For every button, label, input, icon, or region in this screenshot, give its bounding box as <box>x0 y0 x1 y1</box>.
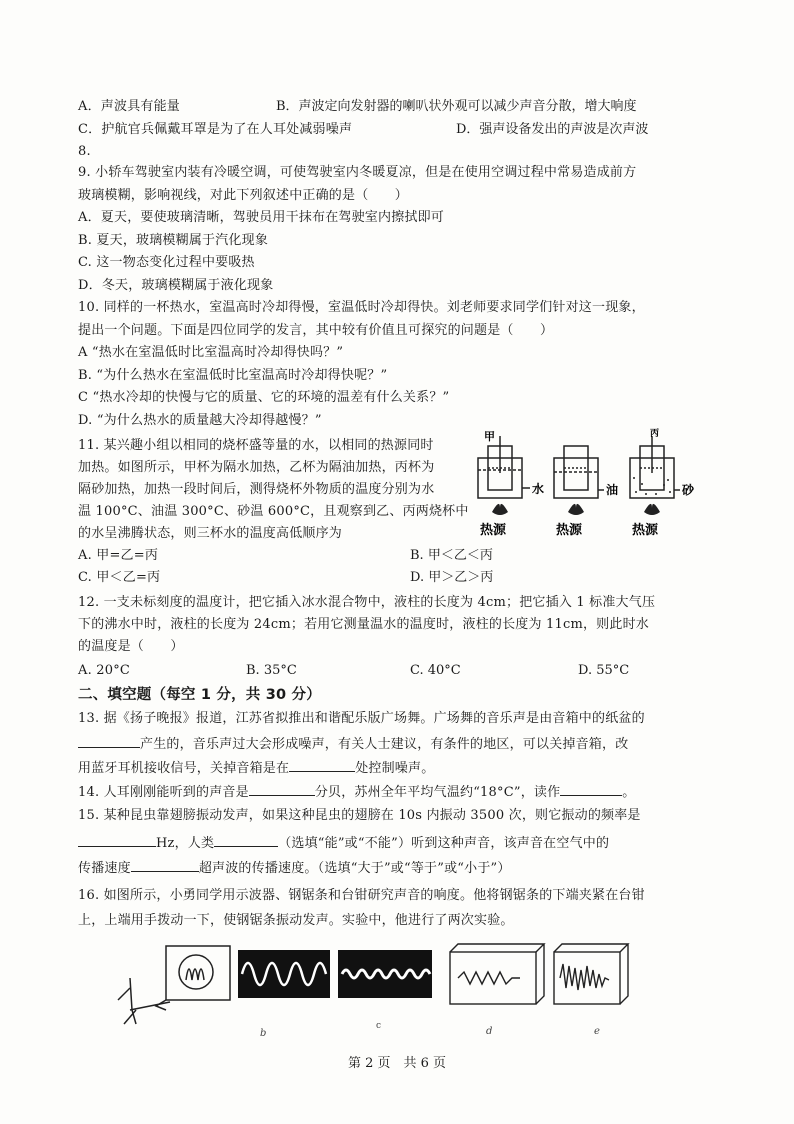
q12-option-b: B. 35°C <box>246 663 297 678</box>
oscilloscope-figure <box>110 938 630 1038</box>
q10-text-2: 提出一个问题。下面是四位同学的发言，其中较有价值且可探究的问题是（ ） <box>78 323 554 338</box>
q13-text-2 <box>78 733 628 755</box>
q14-text-a: 14. 人耳刚刚能听到的声音是 <box>78 785 249 800</box>
q11-text-4: 温 100°C、油温 300°C、砂温 600°C，且观察到乙、丙两烧杯中 <box>78 504 469 519</box>
fig-label-c: c <box>376 1021 382 1031</box>
q11-option-c: C. 甲＜乙=丙 <box>78 570 161 585</box>
answer-blank[interactable] <box>214 832 278 847</box>
q10-option-d: D. “为什么热水的质量越大冷却得越慢？” <box>78 413 322 428</box>
q9-option-b: B. 夏天，玻璃模糊属于汽化现象 <box>78 233 269 248</box>
q12-text-3: 的温度是（ ） <box>78 639 184 654</box>
q9-text-2: 玻璃模糊，影响视线，对此下列叙述中正确的是（ ） <box>78 188 409 203</box>
waveform-d <box>450 944 544 1004</box>
heat-source-2: 热源 <box>556 523 583 538</box>
q15-text-3-a: 传播速度 <box>78 861 131 876</box>
fig-label-e: e <box>594 1026 600 1037</box>
option-c: C．护航官兵佩戴耳罩是为了在人耳处减弱噪声 <box>78 122 353 137</box>
q13-text-3 <box>78 757 434 779</box>
fig-label-b: b <box>260 1028 267 1038</box>
q12-option-d: D. 55°C <box>578 663 630 678</box>
label-bing: 丙 <box>650 429 660 439</box>
q16-text: 16. 如图所示，小勇同学用示波器、钢锯条和台钳研究声音的响度。他将钢锯条的下端夹紧在台钳 <box>78 888 645 903</box>
q12-option-a: A. 20°C <box>78 663 131 678</box>
q14-text-c: 。 <box>622 785 636 800</box>
option-a: A．声波具有能量 <box>78 99 180 114</box>
q12-text-2: 下的沸水中时，液柱的长度为 24cm；若用它测量温水的温度时，液柱的长度为 11cm，则此时水 <box>78 617 649 632</box>
q12-text: 12. 一支未标刻度的温度计，把它插入冰水混合物中，液柱的长度为 4cm；把它插入 1 标准大气压 <box>78 595 656 610</box>
q11-option-b: B. 甲＜乙＜丙 <box>410 548 493 563</box>
q11-option-d: D. 甲＞乙＞丙 <box>410 570 494 585</box>
option-b: B．声波定向发射器的喇叭状外观可以减少声音分散，增大响度 <box>276 99 637 114</box>
section-title: 二、填空题（每空 1 分，共 30 分） <box>78 687 321 703</box>
q10-text: 10. 同样的一杯热水，室温高时冷却得慢，室温低时冷却得快。刘老师要求同学们针对这一现象， <box>78 300 645 315</box>
heating-beakers-figure <box>470 428 700 543</box>
answer-blank[interactable] <box>289 757 355 772</box>
q9-option-a: A．夏天，要使玻璃清晰，驾驶员用干抹布在驾驶室内擦拭即可 <box>78 210 444 225</box>
answer-blank[interactable] <box>249 781 315 796</box>
q10-option-c: C “热水冷却的快慢与它的质量、它的环境的温差有什么关系？” <box>78 390 450 405</box>
heat-source-1: 热源 <box>480 523 507 538</box>
q16-text-2: 上，上端用手拨动一下，使钢锯条振动发声。实验中，他进行了两次实验。 <box>78 913 514 928</box>
waveform-c <box>338 950 432 998</box>
q13-text-3-b: 处控制噪声。 <box>355 761 435 776</box>
q11-text-5: 的水呈沸腾状态，则三杯水的温度高低顺序为 <box>78 526 343 541</box>
q14-text-b: 分贝，苏州全年平均气温约“18°C”，读作 <box>314 785 561 800</box>
q13-text: 13. 据《扬子晚报》报道，江苏省拟推出和谐配乐版广场舞。广场舞的音乐声是由音箱中的纸盆的 <box>78 711 645 726</box>
q15-text-2 <box>78 832 609 854</box>
answer-blank[interactable] <box>78 832 156 847</box>
answer-blank[interactable] <box>131 857 199 872</box>
label-oil: 油 <box>606 483 619 497</box>
q11-text-2: 加热。如图所示，甲杯为隔水加热，乙杯为隔油加热，丙杯为 <box>78 460 435 475</box>
q13-text-3-a: 用蓝牙耳机接收信号，关掉音箱是在 <box>78 761 290 776</box>
q15-text: 15. 某种昆虫靠翅膀振动发声，如果这种昆虫的翅膀在 10s 内振动 3500 次，则它振动的频率是 <box>78 808 641 823</box>
q11-option-a: A. 甲=乙=丙 <box>78 548 159 563</box>
q15-text-2-b: （选填“能”或“不能”）听到这种声音，该声音在空气中的 <box>278 836 610 851</box>
q15-text-3-b: 超声波的传播速度。（选填“大于”或“等于”或“小于”） <box>198 861 511 876</box>
answer-blank[interactable] <box>560 781 622 796</box>
heat-source-3: 热源 <box>632 523 659 538</box>
q12-option-c: C. 40°C <box>410 663 461 678</box>
label-sand: 砂 <box>682 483 695 497</box>
oscilloscope-icon <box>118 946 230 1024</box>
q15-text-2-a: Hz，人类 <box>156 836 215 851</box>
label-jia: 甲 <box>484 430 495 443</box>
fig-label-d: d <box>486 1026 493 1037</box>
q10-option-a: A “热水在室温低时比室温高时冷却得快吗？” <box>78 345 344 360</box>
q11-text: 11. 某兴趣小组以相同的烧杯盛等量的水，以相同的热源同时 <box>78 438 434 453</box>
q13-text-2-rest: 产生的，音乐声过大会形成噪声，有关人士建议，有条件的地区，可以关掉音箱，改 <box>140 737 629 752</box>
page-footer: 第 2 页 共 6 页 <box>347 1056 447 1071</box>
q15-text-3 <box>78 857 511 879</box>
waveform-e <box>554 944 628 1004</box>
option-d: D．强声设备发出的声波是次声波 <box>456 122 649 137</box>
q9-option-c: C. 这一物态变化过程中要吸热 <box>78 255 255 270</box>
stray-number: 8. <box>78 144 91 159</box>
answer-blank[interactable] <box>78 733 140 748</box>
q9-option-d: D．冬天，玻璃模糊属于液化现象 <box>78 278 274 293</box>
q9-text: 9. 小轿车驾驶室内装有冷暖空调，可使驾驶室内冬暖夏凉，但是在使用空调过程中常易造成前方 <box>78 165 637 180</box>
q14-text <box>78 781 636 803</box>
waveform-b <box>238 950 330 998</box>
label-water: 水 <box>532 482 545 496</box>
q11-text-3: 隔砂加热，加热一段时间后，测得烧杯外物质的温度分别为水 <box>78 482 435 497</box>
q10-option-b: B. “为什么热水在室温低时比室温高时冷却得快呢？” <box>78 368 388 383</box>
